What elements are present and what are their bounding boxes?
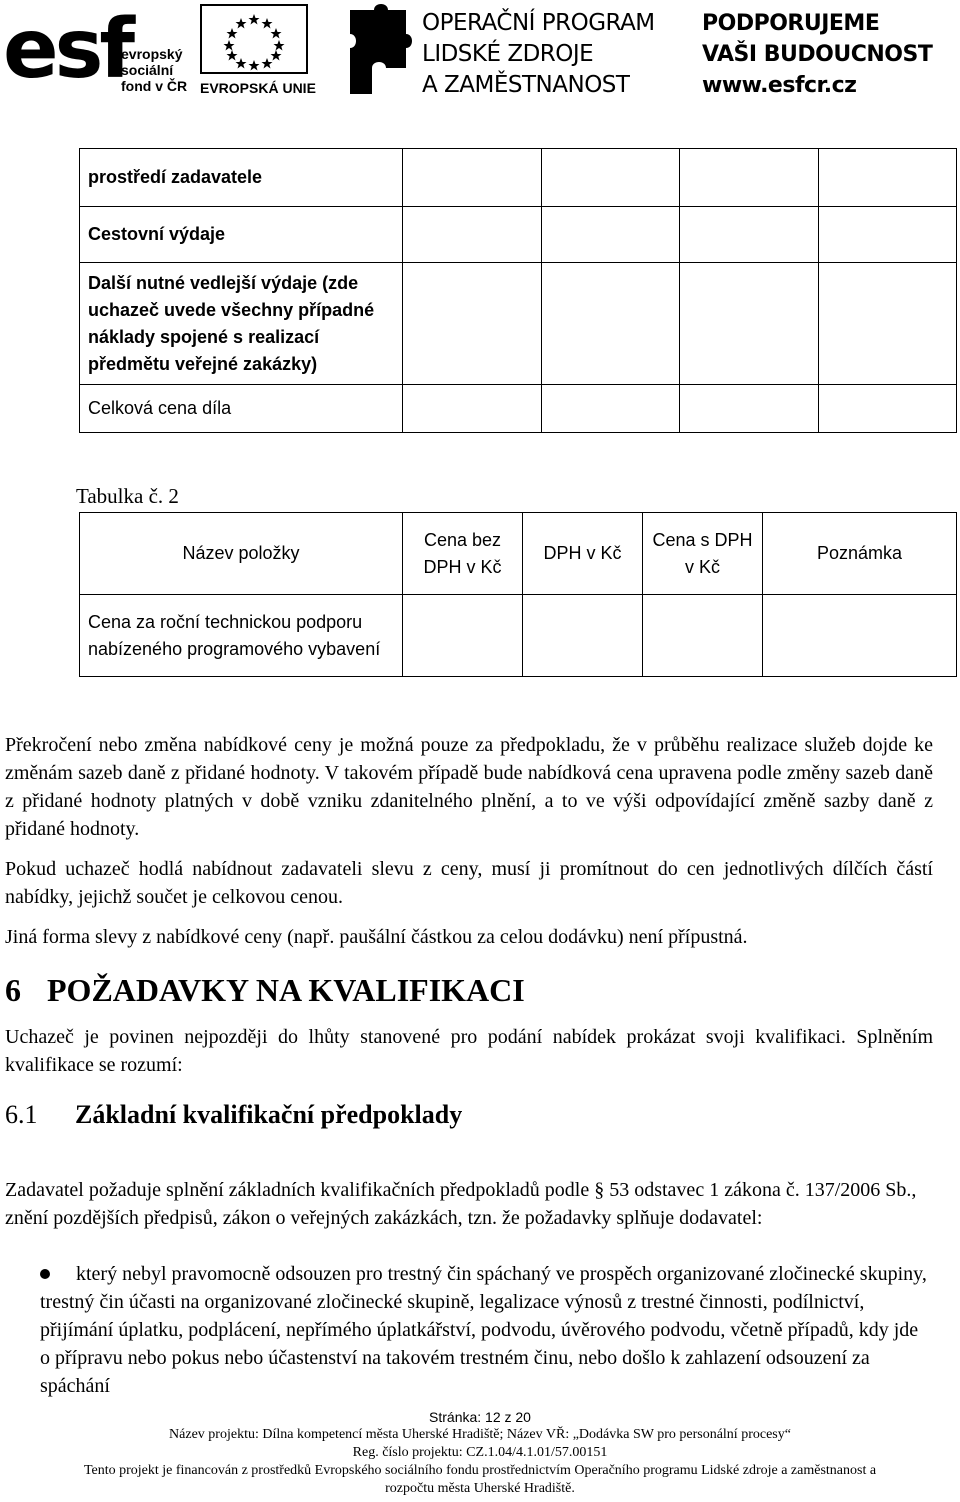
bullet-icon — [40, 1269, 50, 1279]
esf-line-2: sociální — [121, 62, 174, 78]
table-cell — [680, 263, 819, 385]
table-cell — [680, 149, 819, 207]
page-header — [0, 0, 960, 100]
table-header-row — [80, 513, 957, 595]
table-caption: Tabulka č. 2 — [76, 484, 179, 508]
paragraph-discount: Pokud uchazeč hodlá nabídnout zadavateli slevu z ceny, musí ji promítnout do cen jednotlivých dílčích částí nabídky, jejichž součet je celkovou cenou. — [5, 858, 933, 908]
table-cell-label: Celková cena díla — [80, 385, 403, 433]
table-cell-label: Cena za roční technickou podporu nabízeného programového vybavení — [80, 595, 403, 677]
table-cell — [403, 263, 542, 385]
paragraph-qualification: Uchazeč je povinen nejpozději do lhůty stanovené pro podání nabídek prokázat svoji kvalifikaci. Splněním kvalifikace se rozumí: — [5, 1026, 933, 1076]
table-cell-label: Cestovní výdaje — [80, 207, 403, 263]
subsection-title: Základní kvalifikační předpoklady — [75, 1100, 463, 1129]
puzzle-icon — [346, 4, 414, 96]
table-cell — [818, 263, 957, 385]
op-line-2: LIDSKÉ ZDROJE — [422, 41, 594, 67]
esf-logo-text — [121, 46, 187, 94]
table-cell — [818, 207, 957, 263]
table-cell — [403, 595, 523, 677]
footer-funding-1: Tento projekt je financován z prostředků Evropského sociálního fondu prostřednictvím Operačního programu Lidské zdroje a zaměstnanost a — [83, 1463, 877, 1478]
table-row — [80, 595, 957, 677]
support-price-table — [79, 512, 957, 677]
footer-registration: Reg. číslo projektu: CZ.1.04/4.1.01/57.00151 — [352, 1445, 608, 1460]
column-header: Cena bez DPH v Kč — [403, 513, 523, 595]
table-cell — [403, 149, 542, 207]
price-table-continued — [79, 148, 957, 433]
support-url-link[interactable]: www.esfcr.cz — [702, 73, 857, 98]
table-cell — [541, 207, 680, 263]
table-cell — [818, 149, 957, 207]
esf-line-1: evropský — [121, 46, 183, 62]
table-row — [80, 207, 957, 263]
esf-line-3: fond v ČR — [121, 78, 188, 94]
op-line-1: OPERAČNÍ PROGRAM — [422, 10, 655, 36]
footer-funding-2: rozpočtu města Uherské Hradiště. — [385, 1481, 575, 1496]
paragraph-basic-requirements: Zadavatel požaduje splnění základních kvalifikačních předpokladů podle § 53 odstavec 1 zákona č. 137/2006 Sb., znění pozdějších předpisů, zákon o veřejných zakázkách, tzn. že požadavky splňuje dodavatel: — [5, 1179, 917, 1229]
table-cell — [541, 149, 680, 207]
eu-logo — [200, 4, 316, 96]
paragraph-other-discount: Jiná forma slevy z nabídkové ceny (např. paušální částkou za celou dodávku) není přípustná. — [5, 926, 748, 948]
section-number: 6 — [5, 972, 21, 1008]
support-line-1: PODPORUJEME — [702, 11, 880, 36]
column-header: Cena s DPH v Kč — [643, 513, 763, 595]
table-cell — [403, 385, 542, 433]
op-line-3: A ZAMĚSTNANOST — [422, 72, 630, 98]
table-cell-label: prostředí zadavatele — [80, 149, 403, 207]
support-slogan — [702, 8, 932, 101]
table-cell — [680, 385, 819, 433]
table-row — [80, 149, 957, 207]
table-cell — [680, 207, 819, 263]
page-footer — [0, 1408, 960, 1498]
support-line-2: VAŠI BUDOUCNOST — [702, 42, 933, 67]
section-title: POŽADAVKY NA KVALIFIKACI — [47, 972, 525, 1008]
subsection-number: 6.1 — [5, 1100, 38, 1129]
table-cell — [763, 595, 957, 677]
eu-flag-icon — [200, 4, 308, 74]
footer-project-name: Název projektu: Dílna kompetencí města Uherské Hradiště; Název VŘ: „Dodávka SW pro personální procesy“ — [169, 1427, 791, 1442]
table-cell — [403, 207, 542, 263]
list-item-text: který nebyl pravomocně odsouzen pro trestný čin spáchaný ve prospěch organizované zločinecké skupiny, trestný čin účasti na organizované zločinecké skupině, legalizace výnosů z trestné činnosti, podílnictví, přijímání úplatku, podplácení, nepřímého úplatkářství, podvodu, úvěrového podvodu, včetně případů, kdy jde o přípravu nebo pokus nebo účastenství na takovém trestném činu, nebo došlo k zahlazení odsouzení za spáchání — [40, 1263, 927, 1397]
column-header: Název položky — [80, 513, 403, 595]
table-cell — [541, 263, 680, 385]
subsection-heading — [5, 1100, 462, 1130]
list-item — [40, 1260, 930, 1400]
page-number: Stránka: 12 z 20 — [429, 1409, 531, 1425]
eu-label: EVROPSKÁ UNIE — [200, 80, 316, 96]
table-cell — [523, 595, 643, 677]
esf-logo — [3, 4, 193, 96]
table-cell-label: Další nutné vedlejší výdaje (zde uchazeč uvede všechny případné náklady spojené s realizací předmětu veřejné zakázky) — [80, 263, 403, 385]
table-row — [80, 385, 957, 433]
table-cell — [541, 385, 680, 433]
section-heading — [5, 972, 525, 1009]
esf-logo-letters: esf — [3, 2, 132, 97]
table-cell — [818, 385, 957, 433]
column-header: Poznámka — [763, 513, 957, 595]
table-row — [80, 263, 957, 385]
table-cell — [643, 595, 763, 677]
column-header: DPH v Kč — [523, 513, 643, 595]
paragraph-price-change: Překročení nebo změna nabídkové ceny je možná pouze za předpokladu, že v průběhu realizace služeb dojde ke změnám sazeb daně z přidané hodnoty. V takovém případě bude nabídková cena upravena podle změny sazeb daně z přidané hodnoty platných v době vzniku zdanitelného plnění, a to ve výši odpovídající změně sazby daně z přidané hodnoty. — [5, 734, 933, 840]
op-program-title — [422, 8, 655, 101]
